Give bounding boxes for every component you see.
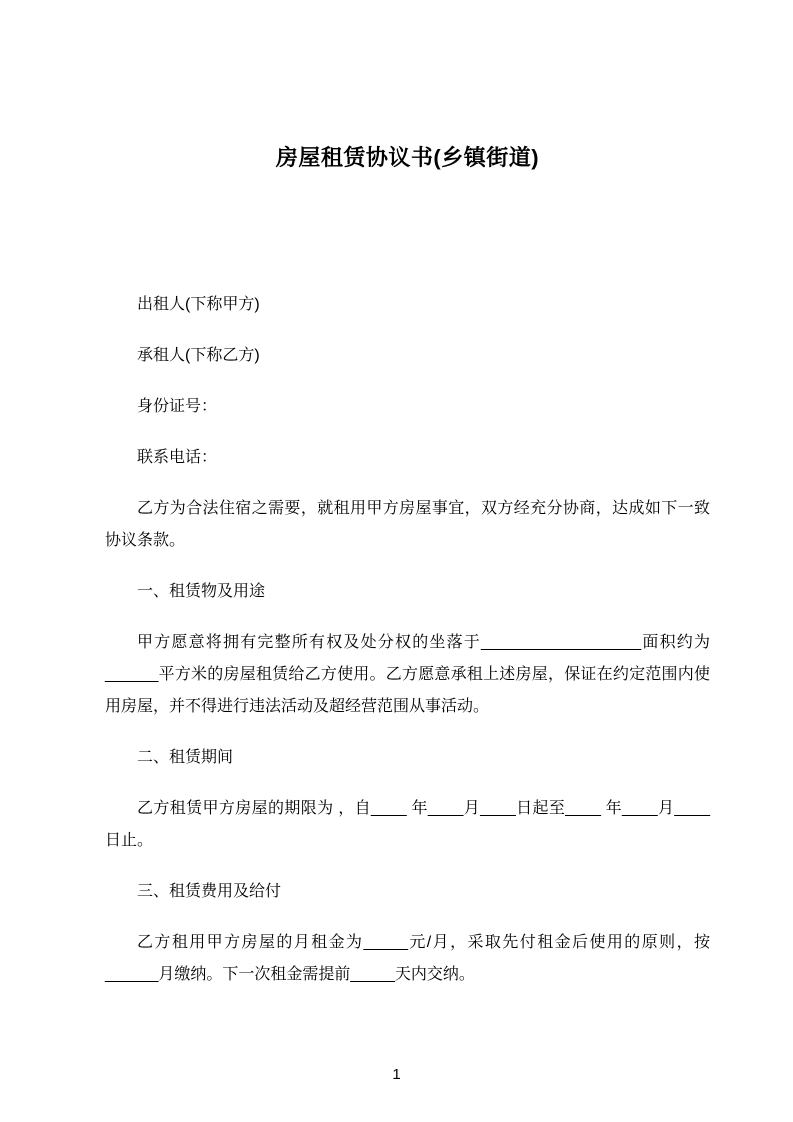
section-3-heading: 三、租赁费用及给付 xyxy=(137,883,282,900)
intro-paragraph: 乙方为合法住宿之需要，就租用甲方房屋事宜，双方经充分协商，达成如下一致协议条款。 xyxy=(105,500,710,549)
party-lessor-label: 出租人(下称甲方) xyxy=(137,296,260,313)
id-number-label: 身份证号： xyxy=(137,398,218,415)
party-lessee-label: 承租人(下称乙方) xyxy=(137,347,260,364)
section-2-heading: 二、租赁期间 xyxy=(137,749,234,766)
section-1-body: 甲方愿意将拥有完整所有权及处分权的坐落于__________________面积约为______平方米的房屋租赁给乙方使用。乙方愿意承租上述房屋，保证在约定范围内使用房屋，并不得进行违法活动及超经营范围从事活动。 xyxy=(105,634,710,715)
page-title: 房屋租赁协议书(乡镇街道) xyxy=(275,145,540,170)
section-1-heading: 一、租赁物及用途 xyxy=(137,583,266,600)
section-3-body: 乙方租用甲方房屋的月租金为_____元/月，采取先付租金后使用的原则，按______月缴纳。下一次租金需提前_____天内交纳。 xyxy=(105,934,710,983)
phone-label: 联系电话： xyxy=(137,449,218,466)
section-2-body: 乙方租赁甲方房屋的期限为 ，自____ 年____月____日起至____ 年____月____日止。 xyxy=(105,800,710,849)
page-number: 1 xyxy=(392,1066,401,1083)
